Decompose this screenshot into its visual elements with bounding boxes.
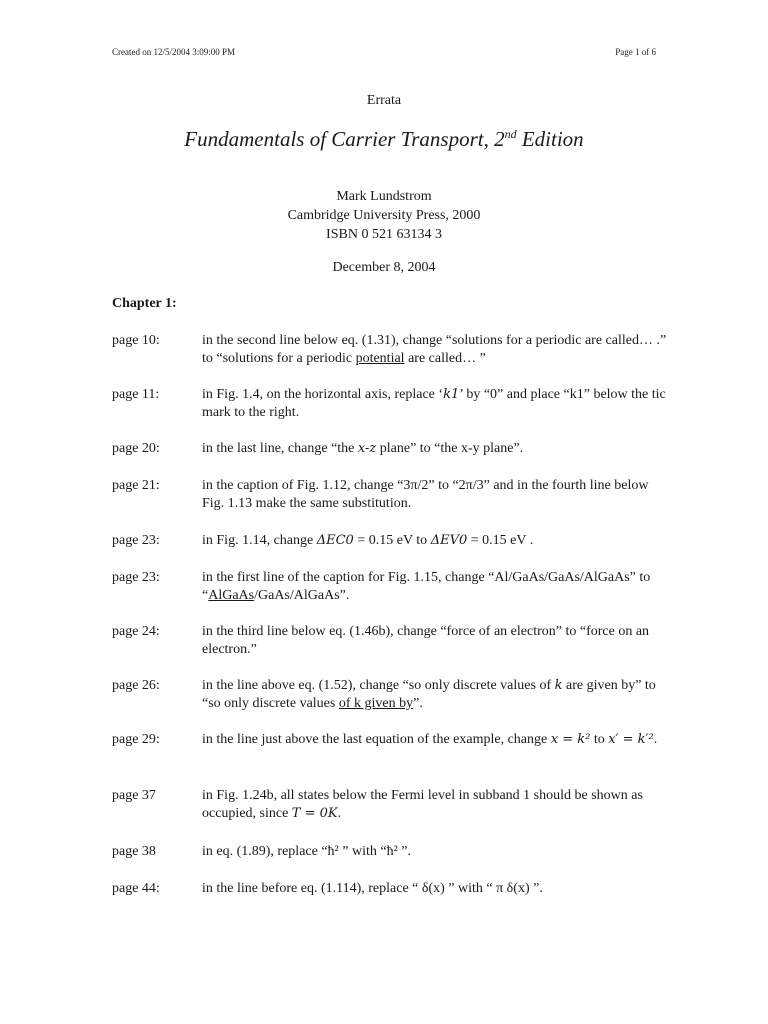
erratum-text: in the third line below eq. (1.46b), change “force of an electron” to “force on an electron.” (202, 624, 650, 657)
errata-date: December 8, 2004 (332, 260, 436, 275)
document-created-timestamp: Created on 12/5/2004 3:09:00 PM (112, 47, 235, 57)
book-title-end: Edition (516, 127, 584, 151)
erratum-text: in the caption of Fig. 1.12, change “3π/2” to “2π/3” and in the fourth line below Fig. 1.13 make the same substitution. (202, 478, 649, 511)
author-name: Mark Lundstrom (336, 189, 432, 204)
book-title-main: Fundamentals of Carrier Transport, 2 (184, 127, 505, 151)
book-title-superscript: nd (504, 127, 517, 141)
isbn: ISBN 0 521 63134 3 (326, 227, 442, 242)
erratum-text: in Fig. 1.14, change ΔEC0 = 0.15 eV to ΔEV0 = 0.15 eV . (202, 533, 534, 548)
publisher-name: Cambridge University Press, 2000 (287, 208, 481, 223)
erratum-page: page 10: (112, 333, 160, 348)
erratum-text: in the second line below eq. (1.31), change “solutions for a periodic are called… .” to “solutions for a periodic potential are called… ” (202, 333, 667, 366)
page-counter: Page 1 of 6 (615, 47, 656, 57)
erratum-text: in Fig. 1.24b, all states below the Fermi level in subband 1 should be shown as occupied, since T = 0K. (202, 788, 643, 821)
erratum-text: in the last line, change “the x-z plane” to “the x-y plane”. (202, 441, 524, 456)
erratum-text: in the first line of the caption for Fig. 1.15, change “Al/GaAs/GaAs/AlGaAs” to “AlGaAs/GaAs/AlGaAs”. (202, 570, 651, 603)
erratum-page: page 26: (112, 678, 160, 693)
erratum-page: page 37 (112, 788, 156, 803)
erratum-page: page 23: (112, 533, 160, 548)
errata-label: Errata (366, 93, 402, 108)
erratum-page: page 38 (112, 844, 156, 859)
erratum-text: in Fig. 1.4, on the horizontal axis, replace ‘k1’ by “0” and place “k1” below the tic mark to the right. (202, 387, 666, 420)
erratum-page: page 11: (112, 387, 160, 402)
erratum-text: in the line just above the last equation of the example, change x = k² to x′ = k′². (202, 732, 658, 747)
book-title (0, 127, 768, 152)
erratum-page: page 21: (112, 478, 160, 493)
erratum-page: page 44: (112, 881, 160, 896)
erratum-text: in the line before eq. (1.114), replace “ δ(x) ” with “ π δ(x) ”. (202, 881, 543, 896)
erratum-page: page 24: (112, 624, 160, 639)
erratum-page: page 23: (112, 570, 160, 585)
publication-info (0, 187, 768, 244)
chapter-heading: Chapter 1: (112, 296, 177, 311)
erratum-text: in eq. (1.89), replace “ħ² ” with “ħ² ”. (202, 844, 411, 859)
erratum-page: page 20: (112, 441, 160, 456)
erratum-text: in the line above eq. (1.52), change “so only discrete values of k are given by” to “so only discrete values of k given by”. (202, 678, 656, 711)
erratum-page: page 29: (112, 732, 160, 747)
